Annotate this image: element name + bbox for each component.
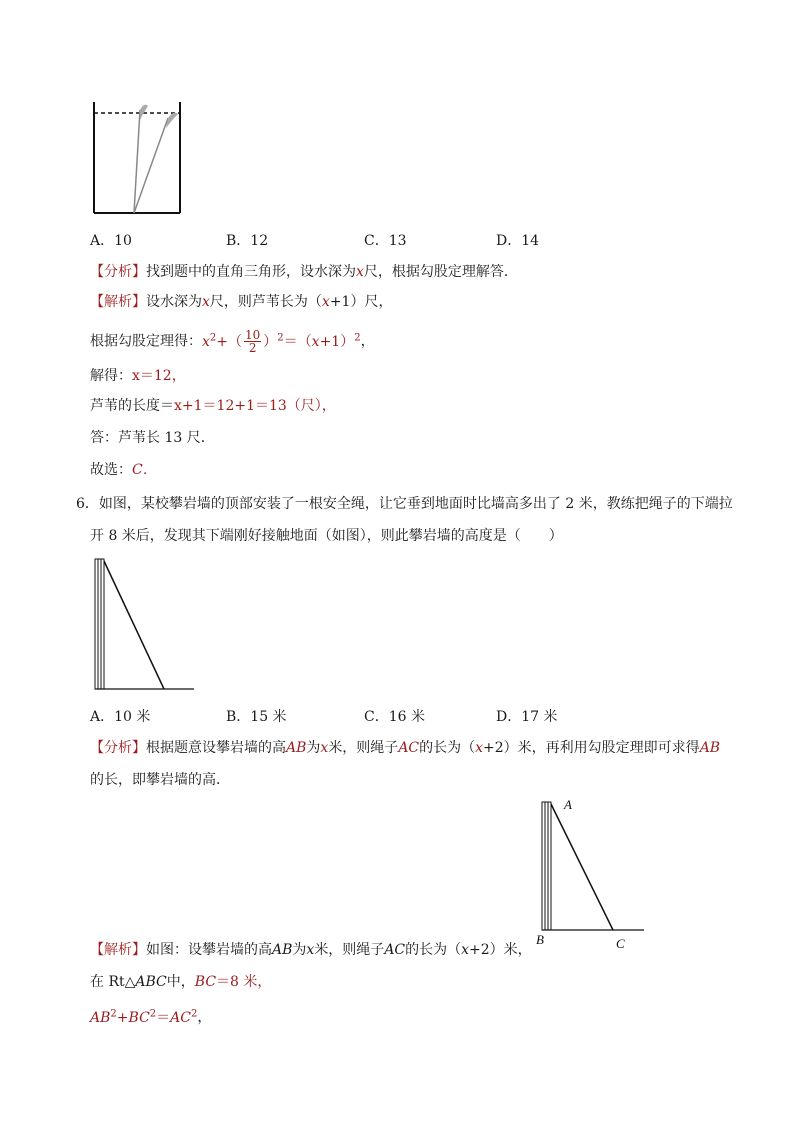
q5-solution-line6: 故选：C． xyxy=(90,462,157,478)
climbing-wall-figure xyxy=(90,555,200,695)
q5-solution-line3: 解得：x＝12， xyxy=(90,368,186,384)
q5-choice-c: C．13 xyxy=(364,233,407,249)
q6-solution-line1: 【解析】如图：设攀岩墙的高AB为x米，则绳子AC的长为（x+2）米， xyxy=(90,942,532,958)
q6-stem-line1: 6．如图，某校攀岩墙的顶部安装了一根安全绳，让它垂到地面时比墙高多出了 2 米，教练把绳子的下端拉 xyxy=(76,496,733,512)
q6-analysis-line2: 的长，即攀岩墙的高． xyxy=(90,772,230,788)
reed-tank-figure xyxy=(88,98,188,216)
q5-choice-d: D．14 xyxy=(496,233,540,249)
q6-analysis-line1: 【分析】根据题意设攀岩墙的高AB为x米，则绳子AC的长为（x+2）米，再利用勾股定理即可求得AB xyxy=(90,740,721,756)
q6-choice-a: A．10 米 xyxy=(90,709,151,725)
abc-triangle-figure xyxy=(536,796,652,956)
q5-solution-line2: 根据勾股定理得：$x^2+$（ $\frac{10}{2}$ ）$^2=(x+1)^2$， xyxy=(90,328,375,356)
label-A: A xyxy=(564,797,572,812)
q5-choice-a: A．10 xyxy=(90,233,132,249)
q5-solution-line1: 【解析】设水深为x尺，则芦苇长为（x+1）尺， xyxy=(90,294,393,310)
label-C: C xyxy=(616,936,625,951)
q5-analysis: 【分析】找到题中的直角三角形，设水深为x尺，根据勾股定理解答． xyxy=(90,264,518,280)
label-B: B xyxy=(536,932,544,947)
q5-solution-line5: 答：芦苇长 13 尺． xyxy=(90,430,215,446)
q6-stem-line2: 开 8 米后，发现其下端刚好接触地面（如图），则此攀岩墙的高度是（ ） xyxy=(90,528,563,544)
q6-solution-line3: $AB^2+BC^2=AC^2$， xyxy=(90,1008,212,1026)
q5-choice-b: B．12 xyxy=(226,233,269,249)
q6-choice-b: B．15 米 xyxy=(226,709,287,725)
q6-solution-line2: 在 Rt△ABC中，BC＝8 米， xyxy=(90,974,272,990)
q6-choice-c: C．16 米 xyxy=(364,709,425,725)
q6-choice-d: D．17 米 xyxy=(496,709,558,725)
q5-solution-line4: 芦苇的长度＝x+1＝12+1＝13（尺）， xyxy=(90,398,336,414)
